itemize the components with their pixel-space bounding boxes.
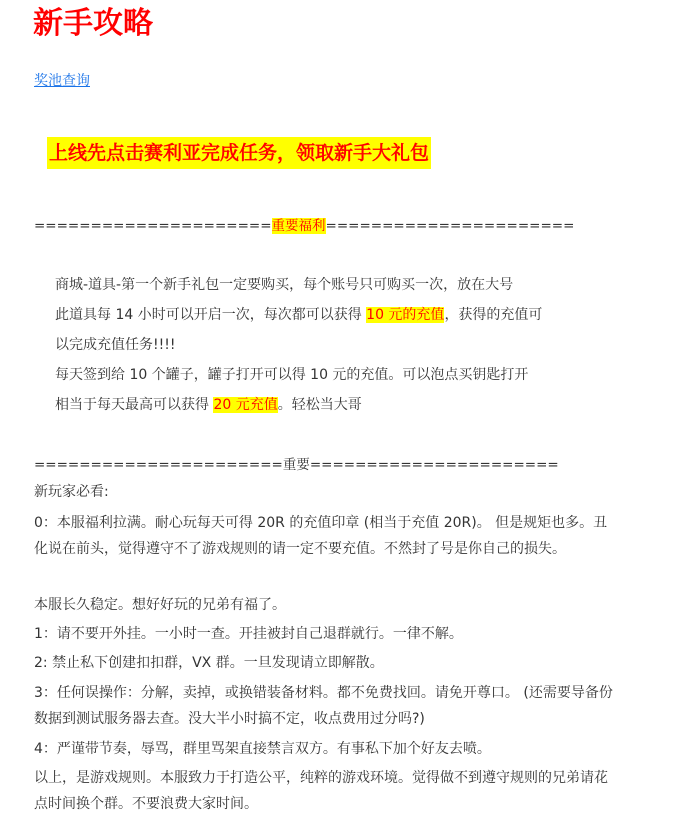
- rule-3: 3：任何误操作：分解，卖掉，或换错装备材料。都不免费找回。请免开尊口。 (还需要导备份数据到测试服务器去查。没大半小时搞不定，收点费用过分吗?): [34, 685, 613, 727]
- page-title: 新手攻略: [33, 6, 153, 41]
- rule-0: 0：本服福利拉满。耐心玩每天可得 20R 的充值印章 (相当于充值 20R)。 但是规矩也多。丑化说在前头，觉得遵守不了游戏规则的请一定不要充值。不然封了号是你自己的损失。: [34, 515, 608, 557]
- benefit-line-5: [55, 394, 362, 414]
- rule-1: 1：请不要开外挂。一小时一查。开挂被封自己退群就行。一律不解。: [34, 626, 463, 642]
- benefit-line-2: [55, 304, 542, 324]
- highlight-10-yuan: 10 元的充值: [366, 307, 445, 323]
- benefit-line-4: 每天签到给 10 个罐子，罐子打开可以得 10 元的充值。可以泡点买钥匙打开: [55, 367, 529, 383]
- benefit-line-2-b: ，获得的充值可: [444, 307, 543, 323]
- rule-2: 2: 禁止私下创建扣扣群，VX 群。一旦发现请立即解散。: [34, 655, 384, 671]
- newbie-banner: 上线先点击赛利亚完成任务，领取新手大礼包: [47, 137, 431, 169]
- server-stable-note: 本服长久稳定。想好好玩的兄弟有福了。: [34, 597, 286, 613]
- prize-pool-link[interactable]: 奖池查询: [34, 73, 90, 89]
- benefit-line-5-a: 相当于每天最高可以获得: [55, 397, 214, 413]
- rules-ending: 以上，是游戏规则。本服致力于打造公平，纯粹的游戏环境。觉得做不到遵守规则的兄弟请花点时间换个群。不要浪费大家时间。: [34, 770, 608, 812]
- rule-4: 4：严谨带节奏，辱骂，群里骂架直接禁言双方。有事私下加个好友去喷。: [34, 741, 491, 757]
- benefit-line-5-b: 。轻松当大哥: [277, 397, 362, 413]
- separator-important-benefits: [34, 214, 574, 234]
- highlight-20-yuan: 20 元充值: [213, 397, 278, 413]
- benefit-line-3: 以完成充值任务!!!!: [55, 337, 176, 353]
- separator-left: =====================: [34, 218, 272, 234]
- separator-important: ======================重要======================: [34, 457, 559, 473]
- separator-right: ======================: [325, 218, 575, 234]
- benefit-line-1: 商城-道具-第一个新手礼包一定要购买，每个账号只可购买一次，放在大号: [55, 277, 514, 293]
- benefit-line-2-a: 此道具每 14 小时可以开启一次，每次都可以获得: [55, 307, 367, 323]
- rules-heading: 新玩家必看:: [34, 484, 109, 500]
- section-label-important-benefits: 重要福利: [271, 218, 326, 234]
